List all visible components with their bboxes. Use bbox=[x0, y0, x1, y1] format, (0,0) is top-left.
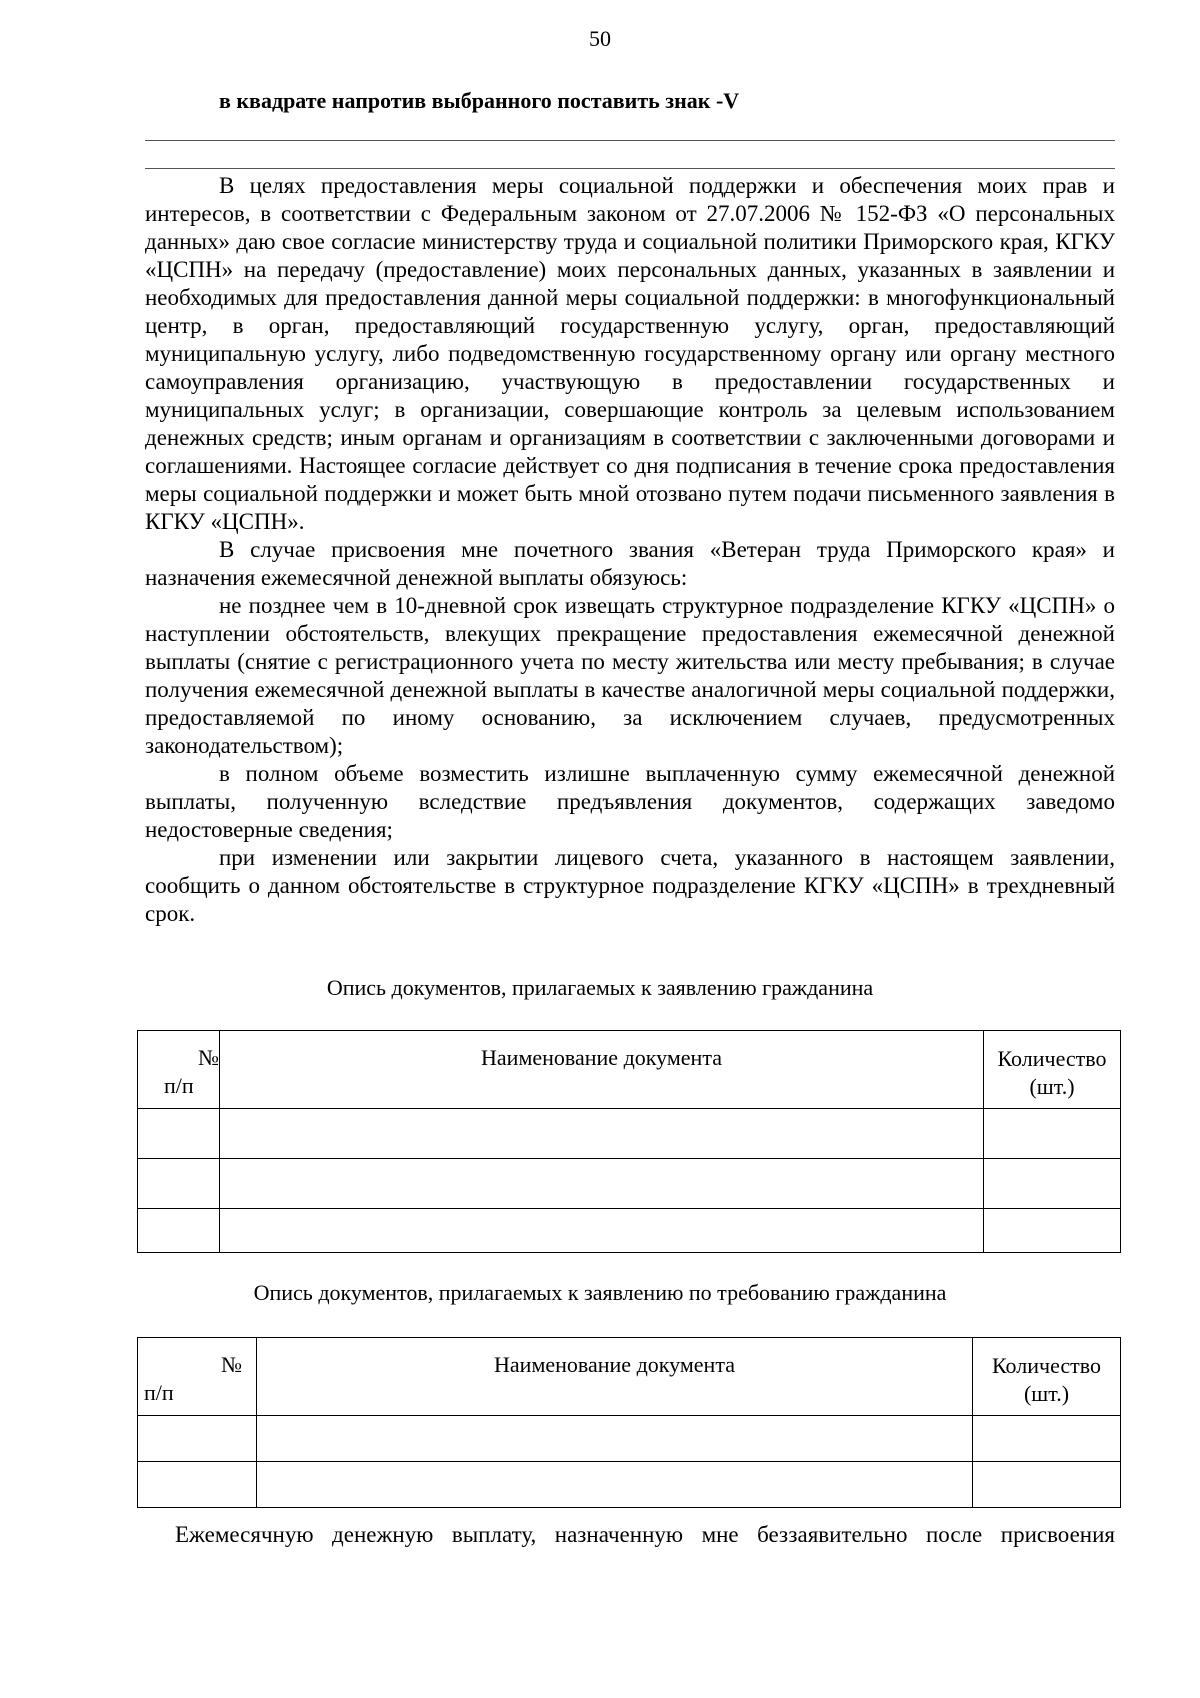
paragraph-consent: В целях предоставления меры социальной поддержки и обеспечения моих прав и интересов, в соответствии с Федеральным законом от 27.07.2006 № 152-ФЗ «О персональных данных» даю свое согласие министерству труда и социальной политики Приморского края, КГКУ «ЦСПН» на передачу (предоставление) моих персональных данных, указанных в заявлении и необходимых для предоставления данной меры социальной поддержки: в многофункциональный центр, в орган, предоставляющий государственную услугу, орган, предоставляющий муниципальную услугу, либо подведомственную государственному органу или органу местного самоуправления организацию, участвующую в предоставлении государственных и муниципальных услуг; в организации, совершающие контроль за целевым использованием денежных средств; иным органам и организациям в соответствии с заключенными договорами и соглашениями. Настоящее согласие действует со дня подписания в течение срока предоставления меры социальной поддержки и может быть мной отозвано путем подачи письменного заявления в КГКУ «ЦСПН». bbox=[145, 173, 1115, 534]
table-cell[interactable] bbox=[138, 1416, 257, 1462]
fill-line bbox=[145, 168, 1115, 169]
table-cell[interactable] bbox=[973, 1462, 1121, 1508]
table-cell[interactable] bbox=[220, 1209, 984, 1253]
documents-table bbox=[137, 1030, 1121, 1253]
pp-label: п/п bbox=[164, 1073, 194, 1098]
col-quantity-header bbox=[973, 1338, 1121, 1416]
requested-documents-table bbox=[137, 1337, 1121, 1508]
table-cell[interactable] bbox=[138, 1109, 220, 1159]
fill-line bbox=[145, 140, 1115, 141]
quantity-unit: (шт.) bbox=[1023, 1381, 1070, 1406]
number-sign: № bbox=[221, 1352, 242, 1377]
consent-text bbox=[145, 172, 1115, 928]
table-cell[interactable] bbox=[138, 1209, 220, 1253]
paragraph-obligation-notify: не позднее чем в 10-дневной срок извещать структурное подразделение КГКУ «ЦСПН» о наступлении обстоятельств, влекущих прекращение предоставления ежемесячной денежной выплаты (снятие с регистрационного учета по месту жительства или месту пребывания; в случае получения ежемесячной денежной выплаты в качестве аналогичной меры социальной поддержки, предоставляемой по иному основанию, за исключением случаев, предусмотренных законодательством); bbox=[145, 593, 1115, 758]
paragraph-obligation-refund: в полном объеме возместить излишне выплаченную сумму ежемесячной денежной выплаты, полученную вследствие предъявления документов, содержащих заведомо недостоверные сведения; bbox=[145, 761, 1115, 842]
table-cell[interactable] bbox=[984, 1209, 1121, 1253]
quantity-label: Количество bbox=[991, 1353, 1102, 1378]
table1-caption: Опись документов, прилагаемых к заявлению гражданина bbox=[326, 975, 874, 1000]
pp-label: п/п bbox=[144, 1380, 174, 1405]
table-cell[interactable] bbox=[138, 1462, 257, 1508]
table-cell[interactable] bbox=[984, 1109, 1121, 1159]
table-cell[interactable] bbox=[257, 1462, 973, 1508]
table-cell[interactable] bbox=[973, 1416, 1121, 1462]
paragraph-obligation-intro: В случае присвоения мне почетного звания «Ветеран труда Приморского края» и назначения ежемесячной денежной выплаты обязуюсь: bbox=[145, 537, 1115, 590]
table-row bbox=[138, 1416, 1121, 1462]
col-quantity-header bbox=[984, 1031, 1121, 1109]
table-cell[interactable] bbox=[220, 1159, 984, 1209]
table-header-row bbox=[138, 1031, 1121, 1109]
table-cell[interactable] bbox=[984, 1159, 1121, 1209]
col-name-header: Наименование документа bbox=[257, 1338, 973, 1416]
table-row bbox=[138, 1462, 1121, 1508]
table-row bbox=[138, 1159, 1121, 1209]
number-sign: № bbox=[198, 1045, 219, 1070]
table-row bbox=[138, 1109, 1121, 1159]
instruction-text: в квадрате напротив выбранного поставить знак -V bbox=[219, 88, 740, 113]
col-number-header bbox=[138, 1031, 220, 1109]
table2-caption: Опись документов, прилагаемых к заявлению по требованию гражданина bbox=[253, 1280, 947, 1305]
col-name-header: Наименование документа bbox=[220, 1031, 984, 1109]
paragraph-obligation-account: при изменении или закрытии лицевого счета, указанного в настоящем заявлении, сообщить о данном обстоятельстве в структурное подразделение КГКУ «ЦСПН» в трехдневный срок. bbox=[145, 845, 1115, 926]
table-row bbox=[138, 1209, 1121, 1253]
col-number-header bbox=[138, 1338, 257, 1416]
quantity-label: Количество bbox=[997, 1046, 1107, 1071]
page-number: 50 bbox=[589, 26, 611, 51]
table-header-row bbox=[138, 1338, 1121, 1416]
table-cell[interactable] bbox=[138, 1159, 220, 1209]
quantity-unit: (шт.) bbox=[1029, 1074, 1075, 1099]
table-cell[interactable] bbox=[220, 1109, 984, 1159]
payment-statement: Ежемесячную денежную выплату, назначенную мне беззаявительно после присвоения bbox=[175, 1522, 1115, 1547]
table-cell[interactable] bbox=[257, 1416, 973, 1462]
